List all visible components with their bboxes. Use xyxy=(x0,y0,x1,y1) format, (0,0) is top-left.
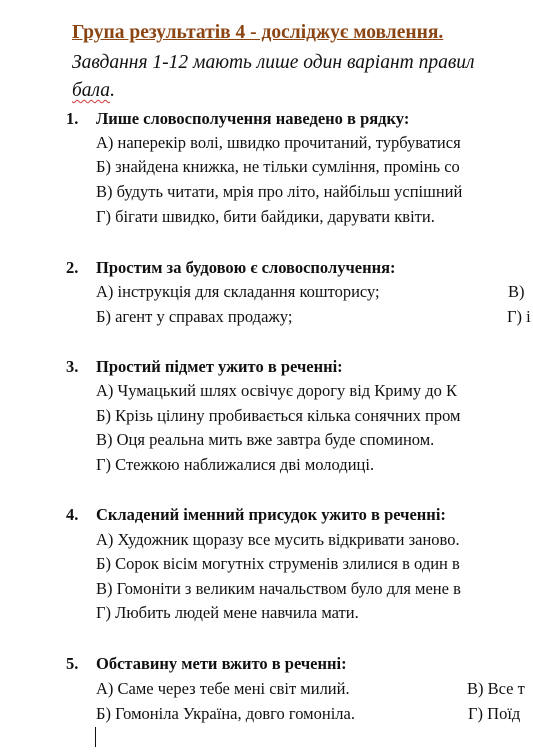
option-d: Г) Поїд xyxy=(468,704,521,723)
option-d: Г) бігати швидко, бити байдики, дарувати квіти. xyxy=(96,207,435,226)
option-c: В) Гомоніти з великим начальством було для мене в xyxy=(96,579,461,598)
question-title: Простий підмет ужито в реченні: xyxy=(96,357,343,376)
instruction-line-1: Завдання 1-12 мають лише один варіант правил xyxy=(72,52,475,73)
option-c: В) xyxy=(508,282,525,301)
option-c: В) Все т xyxy=(467,679,525,698)
option-b: Б) знайдена книжка, не тільки сумління, промінь со xyxy=(96,157,460,176)
option-d: Г) і xyxy=(507,307,531,326)
instruction-line-2 xyxy=(72,80,115,102)
question-number: 5. xyxy=(66,654,79,673)
option-b: Б) агент у справах продажу; xyxy=(96,307,293,326)
question-title: Обставину мети вжито в реченні: xyxy=(96,654,347,673)
option-a: А) наперекір волі, швидко прочитаний, турбуватися xyxy=(96,133,461,152)
section-heading: Група результатів 4 - досліджує мовлення. xyxy=(72,22,444,43)
option-a: А) інструкція для складання кошторису; xyxy=(96,282,380,301)
option-b: Б) Гомоніла Україна, довго гомоніла. xyxy=(96,704,355,723)
option-a: А) Художник щоразу все мусить відкривати заново. xyxy=(96,530,460,549)
question-title: Складений іменний присудок ужито в реченні: xyxy=(96,505,446,524)
spellcheck-word: бала xyxy=(72,80,111,101)
text-cursor xyxy=(95,727,96,747)
option-c: В) Оця реальна мить вже завтра буде спомином. xyxy=(96,430,435,449)
option-a: А) Чумацький шлях освічує дорогу від Криму до К xyxy=(96,381,457,400)
option-b: Б) Крізь цілину пробивається кілька сонячних пром xyxy=(96,406,461,425)
question-title: Простим за будовою є словосполучення: xyxy=(96,258,396,277)
option-d: Г) Любить людей мене навчила мати. xyxy=(96,603,359,622)
question-number: 3. xyxy=(66,357,79,376)
option-b: Б) Сорок вісім могутніх струменів злилися в один в xyxy=(96,554,460,573)
question-number: 1. xyxy=(66,109,79,128)
question-title: Лише словосполучення наведено в рядку: xyxy=(96,109,410,128)
instruction-line-2-tail: . xyxy=(110,80,115,101)
question-number: 2. xyxy=(66,258,79,277)
option-a: А) Саме через тебе мені світ милий. xyxy=(96,679,350,698)
option-c: В) будуть читати, мрія про літо, найбільш успішний xyxy=(96,182,463,201)
option-d: Г) Стежкою наближалися дві молодиці. xyxy=(96,455,375,474)
question-number: 4. xyxy=(66,505,79,524)
